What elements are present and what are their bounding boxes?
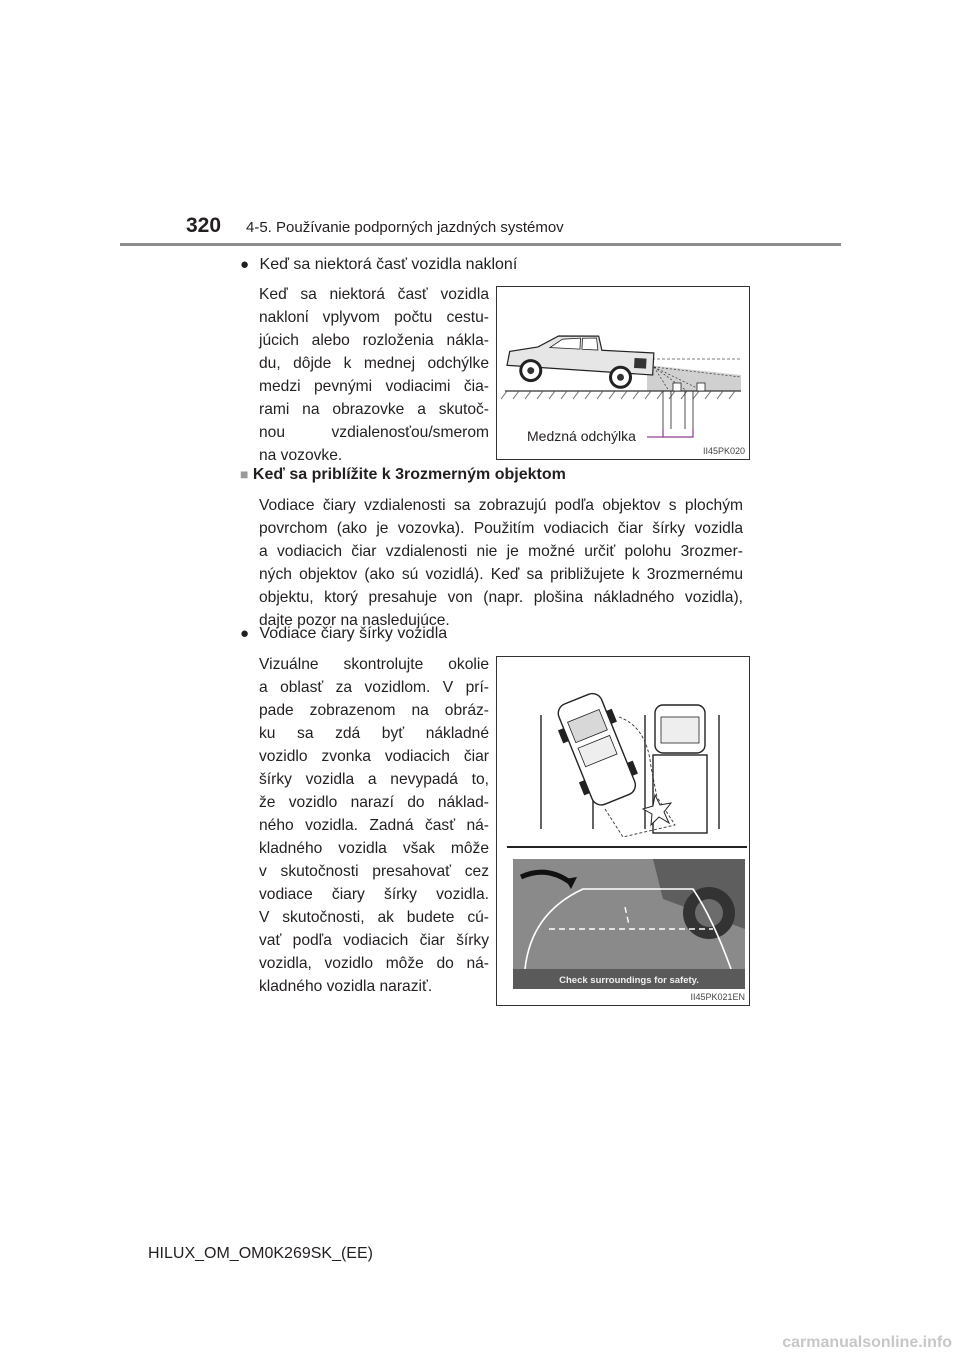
section-heading — [240, 466, 566, 484]
text-line: objektu, ktorý presahuje von (napr. plošina nákladného vozidla), — [259, 589, 743, 606]
bullet-icon: ● — [240, 256, 250, 273]
text-line: medzi pevnými vodiacimi čia- — [259, 378, 489, 395]
chapter-title: 4-5. Používanie podporných jazdných systémov — [246, 219, 564, 236]
text-line: a oblasť za vozidlom. V prí- — [259, 679, 489, 696]
camera-screen — [513, 859, 745, 989]
text-line: kladného vozidla naraziť. — [259, 978, 433, 995]
text-line: du, dôjde k mednej odchýlke — [259, 355, 489, 372]
section-heading-text: Keď sa priblížite k 3rozmerným objektom — [252, 466, 566, 483]
text-line: Vizuálne skontrolujte okolie — [259, 656, 489, 673]
text-line: nou vzdialenosťou/smerom — [259, 424, 489, 441]
figure2-code: II45PK021EN — [690, 992, 745, 1002]
figure-parking — [496, 656, 750, 1006]
text-line: a vodiacich čiar vzdialenosti nie je možné určiť polohu 3rozmer- — [259, 543, 743, 560]
text-line: naklonί vplyvom počtu cestu- — [259, 309, 489, 326]
bullet2 — [240, 625, 447, 643]
text-line: pade zobrazenom na obráz- — [259, 702, 489, 719]
footer-doc-id: HILUX_OM_OM0K269SK_(EE) — [148, 1245, 373, 1262]
text-line: kladného vozidla však môže — [259, 840, 489, 857]
camera-screen-text: Check surroundings for safety. — [559, 975, 699, 986]
text-line: vozidlo zvonka vodiacich čiar — [259, 748, 489, 765]
text-line: dajte pozor na nasledujúce. — [259, 612, 450, 629]
text-line: ného vozidla. Zadná časť ná- — [259, 817, 489, 834]
text-line: ných objektov (ako sú vozidlá). Keď sa približujete k 3rozmernému — [259, 566, 743, 583]
text-line: rami na obrazovke a skutoč- — [259, 401, 489, 418]
section-square-icon: ■ — [240, 466, 249, 482]
text-line: že vozidlo narazí do náklad- — [259, 794, 489, 811]
watermark: carmanualsonline.info — [782, 1334, 952, 1351]
bullet1-paragraph — [259, 283, 489, 467]
text-line: povrchom (ako je vozovka). Použitím vodiacich čiar šírky vozidla — [259, 520, 743, 537]
bullet2-paragraph — [259, 653, 489, 998]
text-line: vať podľa vodiacich čiar šírky — [259, 932, 489, 949]
header-rule — [120, 243, 841, 246]
bullet2-title: Vodiace čiary šírky vozidla — [259, 625, 448, 642]
text-line: Keď sa niektorá časť vozidla — [259, 286, 489, 303]
bullet1 — [240, 256, 517, 274]
figure1-code: II45PK020 — [702, 446, 745, 456]
bullet-icon: ● — [240, 625, 250, 642]
text-line: V skutočnosti, ak budete cú- — [259, 909, 489, 926]
text-line: na vozovke. — [259, 447, 343, 464]
figure-divider — [507, 846, 747, 848]
parking-top-view-illustration — [497, 657, 749, 847]
text-line: Vodiace čiary vzdialenosti sa zobrazujú podľa objektov s plochým — [259, 497, 743, 514]
text-line: ku sa zdá byť nákladné — [259, 725, 489, 742]
text-line: júcich alebo rozloženia nákla- — [259, 332, 489, 349]
text-line: vodiace čiary šírky vozidla. — [259, 886, 489, 903]
bullet1-title: Keď sa niektorá časť vozidla nakloní — [259, 256, 518, 273]
text-line: v skutočnosti presahovať cez — [259, 863, 489, 880]
figure1-label: Medzná odchýlka — [527, 428, 636, 444]
section-paragraph — [259, 494, 743, 632]
camera-view-graphic — [513, 859, 745, 989]
text-line: šírky vozidla a nevypadá to, — [259, 771, 489, 788]
page-number: 320 — [186, 214, 222, 237]
figure-tilt — [496, 286, 750, 460]
text-line: vozidla, vozidlo môže do ná- — [259, 955, 489, 972]
